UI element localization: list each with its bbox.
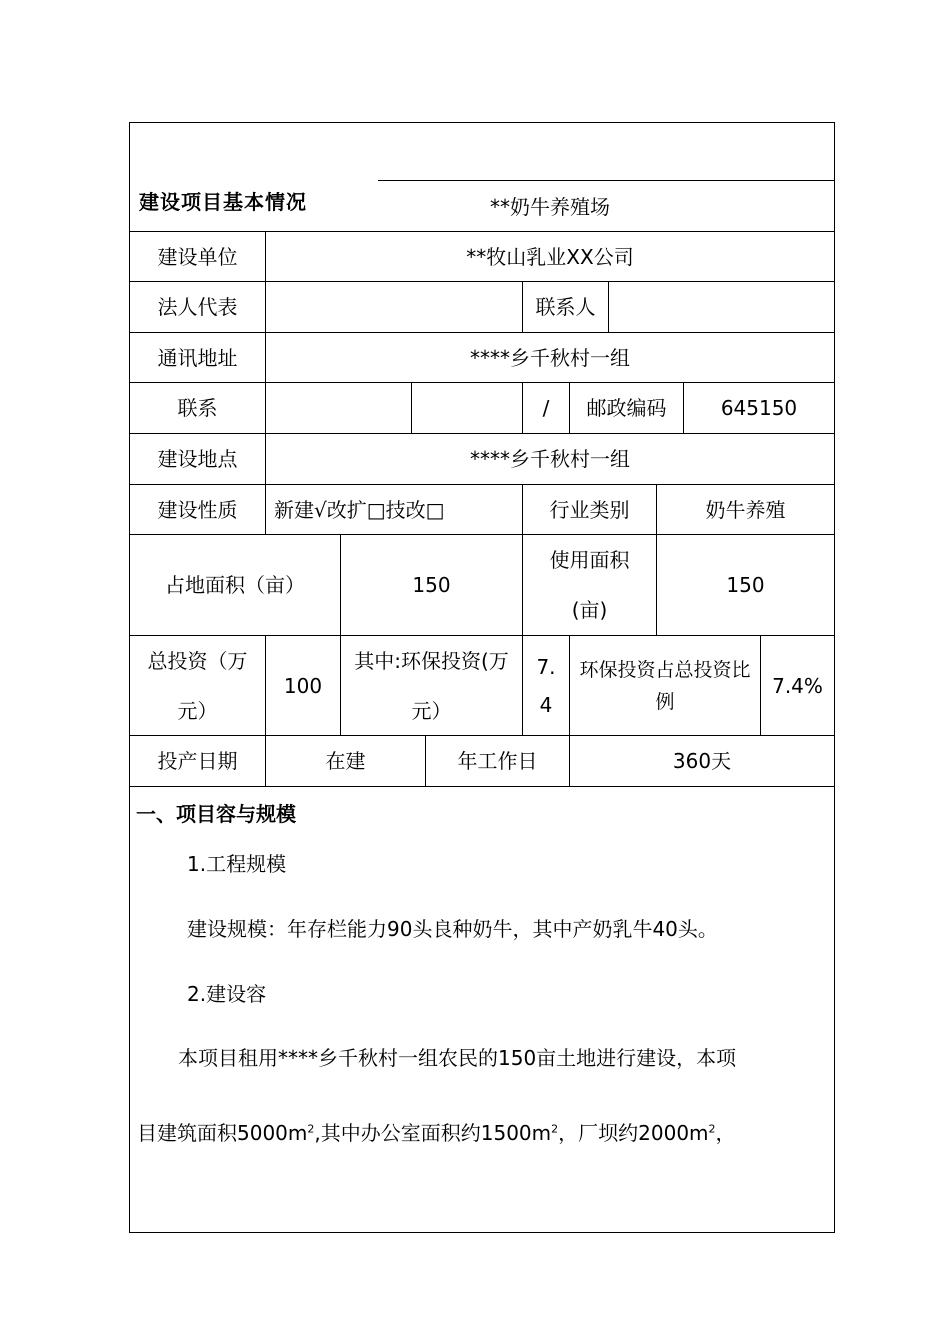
scale-text: 建设规模：年存栏能力90头良种奶牛，其中产奶乳牛40头。	[187, 917, 718, 941]
land-area-label: 占地面积（亩）	[165, 573, 305, 597]
content-paragraph-line2	[137, 1117, 736, 1146]
use-area-label-line1: 使用面积	[549, 548, 630, 572]
text-span: 目建筑面积5000m	[137, 1121, 308, 1145]
address-value: ****乡千秋村一组	[470, 345, 630, 370]
unit-value: **牧山乳业XX公司	[466, 244, 634, 269]
postcode-value: 645150	[720, 396, 798, 420]
text-span: ，	[715, 1121, 736, 1145]
slash: /	[542, 396, 550, 420]
work-days-label: 年工作日	[457, 749, 538, 773]
ratio-value: 7.4%	[772, 673, 823, 698]
project-name: **奶牛养殖场	[490, 195, 610, 219]
contact-label: 联系	[177, 396, 218, 420]
investment-value: 100	[283, 673, 323, 698]
phone-value	[266, 383, 411, 433]
ratio-label	[570, 636, 760, 735]
site-value: ****乡千秋村一组	[470, 447, 630, 471]
investment-label	[130, 636, 265, 735]
subheading-content: 2.建设容	[187, 982, 267, 1006]
content-paragraph-line1: 本项目租用****乡千秋村一组农民的150亩土地进行建设，本项	[178, 1046, 737, 1070]
superscript: 2	[307, 1122, 315, 1136]
unit-label: 建设单位	[157, 244, 238, 269]
work-days-value: 360天	[672, 749, 732, 773]
legal-rep-label: 法人代表	[157, 295, 238, 319]
section-title: 建设项目基本情况	[139, 190, 307, 214]
ratio-label-line1: 环保投资占总投资比	[579, 658, 751, 681]
investment-label-line2: 元）	[177, 698, 218, 723]
nature-value: 新建√改扩□技改□	[274, 497, 445, 522]
contact-person-value	[609, 282, 834, 332]
investment-label-line1: 总投资（万	[147, 648, 248, 673]
text-span: ，厂坝约2000m	[558, 1121, 709, 1145]
contact-person-label: 联系人	[535, 295, 596, 319]
grid-line	[129, 786, 834, 787]
content-heading: 一、项目容与规模	[136, 802, 296, 826]
use-area-value: 150	[726, 573, 765, 597]
production-date-value: 在建	[325, 749, 366, 773]
env-invest-label-line1: 其中:环保投资(万	[354, 648, 509, 673]
ratio-label-line2: 例	[655, 690, 675, 713]
text-span: ,其中办公室面积约1500m	[314, 1121, 552, 1145]
fax-value	[412, 383, 522, 433]
address-label: 通讯地址	[157, 345, 238, 370]
industry-value: 奶牛养殖	[705, 497, 786, 522]
land-area-value: 150	[412, 573, 451, 597]
site-label: 建设地点	[157, 447, 238, 471]
industry-label: 行业类别	[549, 497, 630, 522]
legal-rep-value	[266, 282, 522, 332]
postcode-label: 邮政编码	[586, 396, 667, 420]
env-invest-value-line1: 7.	[536, 654, 556, 679]
subheading-scale: 1.工程规模	[187, 852, 287, 876]
nature-label: 建设性质	[157, 497, 238, 522]
env-invest-value	[523, 636, 569, 735]
use-area-label-line2: (亩)	[571, 598, 608, 622]
env-invest-label	[341, 636, 522, 735]
env-invest-value-line2: 4	[539, 692, 553, 717]
superscript: 2	[551, 1122, 559, 1136]
env-invest-label-line2: 元）	[411, 698, 452, 723]
use-area-label	[523, 535, 656, 635]
grid-line	[378, 180, 834, 181]
superscript: 2	[708, 1122, 716, 1136]
production-date-label: 投产日期	[157, 749, 238, 773]
